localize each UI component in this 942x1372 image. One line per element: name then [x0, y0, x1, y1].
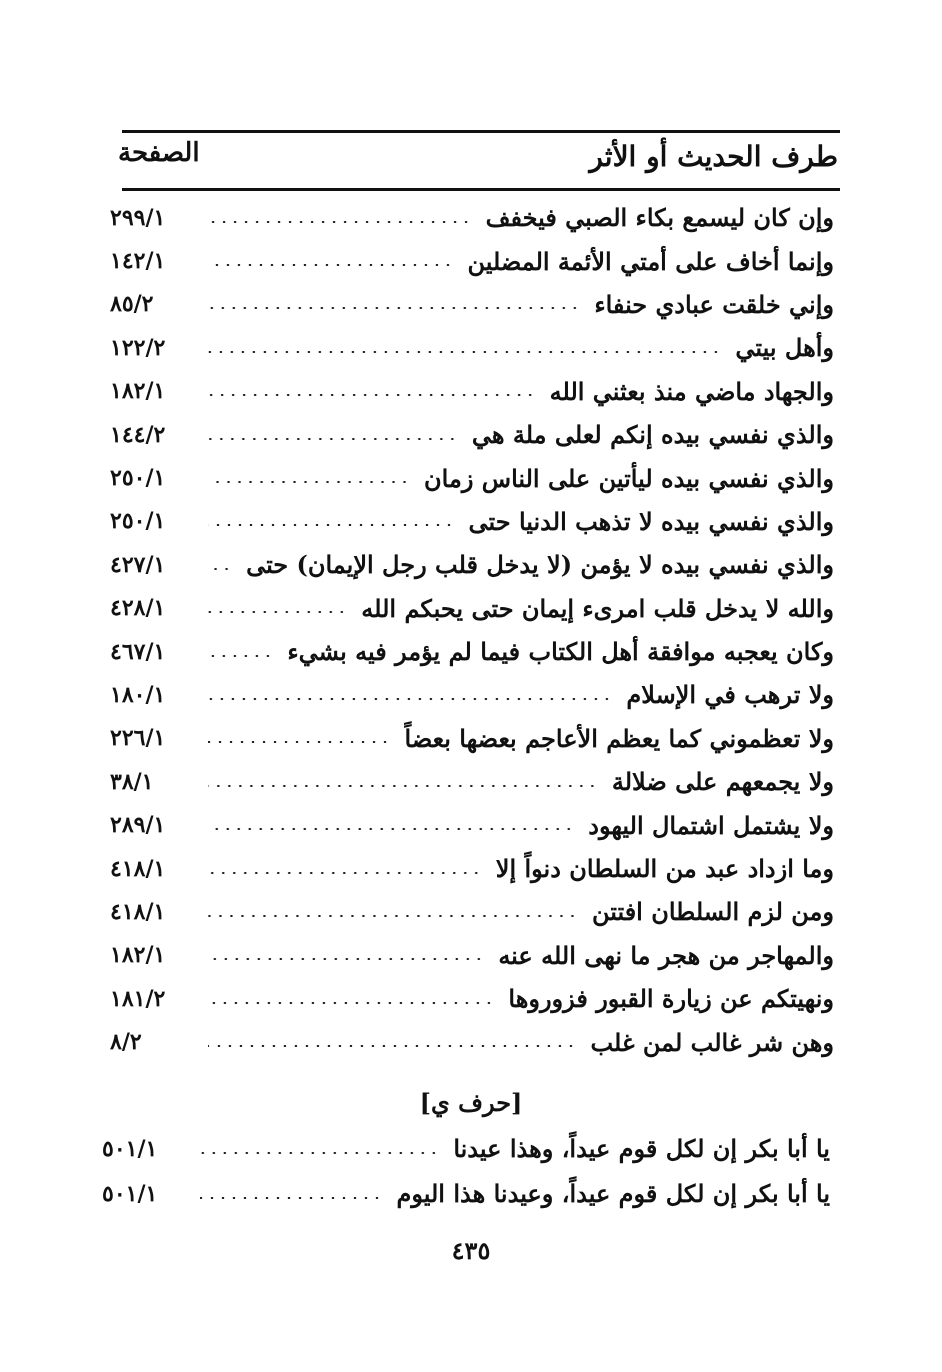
dot-leader — [208, 221, 472, 223]
entry-hadith-text: والذي نفسي بيده لا يؤمن (لا يدخل قلب رجل الإيمان) حتى — [246, 550, 834, 580]
index-entry — [108, 543, 834, 586]
entry-hadith-text: والذي نفسي بيده لا تذهب الدنيا حتى — [468, 506, 834, 536]
index-entry — [108, 890, 834, 933]
dot-leader — [208, 655, 273, 657]
index-entry — [108, 283, 834, 326]
entry-page-ref: ٤٢٧/١ — [110, 551, 166, 578]
header-top-rule — [122, 130, 840, 133]
dot-leader — [208, 698, 612, 700]
section-title-ya: [حرف ي] — [419, 1088, 523, 1117]
header-bottom-rule — [122, 188, 840, 191]
dot-leader — [208, 828, 574, 830]
entry-page-ref: ١٨٢/١ — [110, 942, 166, 969]
entry-page-ref: ١٢٢/٢ — [110, 334, 166, 361]
entry-page-ref: ٤١٨/١ — [110, 855, 166, 882]
entry-hadith-text: ولا يشتمل اشتمال اليهود — [588, 810, 834, 840]
entry-page-ref: ١٨١/٢ — [110, 985, 166, 1012]
dot-leader — [208, 1045, 576, 1047]
dot-leader — [208, 611, 347, 613]
entry-page-ref: ٥٠١/١ — [102, 1135, 158, 1162]
entry-hadith-text: وما ازداد عبد من السلطان دنواً إلا — [495, 854, 834, 884]
entry-hadith-text: ولا تعظموني كما يعظم الأعاجم بعضها بعضاً — [404, 723, 834, 753]
dot-leader — [208, 524, 455, 526]
entry-page-ref: ١٤٤/٢ — [110, 421, 166, 448]
page-number: ٤٣٥ — [451, 1236, 491, 1265]
entry-page-ref: ٢٩٩/١ — [110, 204, 166, 231]
index-entry — [108, 673, 834, 716]
dot-leader — [208, 958, 484, 960]
entry-hadith-text: ولا ترهب في الإسلام — [626, 680, 834, 710]
index-entry — [100, 1126, 830, 1171]
index-entry — [108, 326, 834, 369]
dot-leader — [208, 785, 598, 787]
index-entry — [108, 587, 834, 630]
entry-hadith-text: والذي نفسي بيده إنكم لعلى ملة هي — [471, 420, 834, 450]
entry-page-ref: ١٨٢/١ — [110, 378, 166, 405]
dot-leader — [200, 1197, 382, 1199]
dot-leader — [208, 872, 482, 874]
index-entry — [108, 760, 834, 803]
entry-page-ref: ٢٥٠/١ — [110, 465, 166, 492]
index-entries-list — [108, 196, 834, 1064]
dot-leader — [208, 568, 232, 570]
dot-leader — [208, 741, 391, 743]
entry-page-ref: ٣٨/١ — [110, 768, 154, 795]
entry-hadith-text: والجهاد ماضي منذ بعثني الله — [549, 376, 834, 406]
index-entry — [108, 456, 834, 499]
index-entry — [108, 977, 834, 1020]
entry-hadith-text: ومن لزم السلطان افتتن — [591, 897, 834, 927]
index-entry — [108, 803, 834, 846]
dot-leader — [208, 438, 458, 440]
index-entry — [108, 847, 834, 890]
dot-leader — [208, 351, 721, 353]
entry-hadith-text: وأهل بيتي — [735, 333, 834, 363]
entry-hadith-text: وإني خلقت عبادي حنفاء — [594, 289, 834, 319]
entry-hadith-text: وإنما أخاف على أمتي الأئمة المضلين — [467, 246, 834, 276]
entry-page-ref: ١٨٠/١ — [110, 681, 166, 708]
index-entry — [108, 630, 834, 673]
index-entry — [100, 1171, 830, 1216]
entry-page-ref: ٤٢٨/١ — [110, 595, 166, 622]
dot-leader — [208, 264, 453, 266]
entry-hadith-text: وإن كان ليسمع بكاء الصبي فيخفف — [485, 203, 834, 233]
entry-page-ref: ٨/٢ — [110, 1029, 142, 1056]
index-entry — [108, 717, 834, 760]
dot-leader — [208, 394, 536, 396]
entry-hadith-text: وكان يعجبه موافقة أهل الكتاب فيما لم يؤمر فيه بشيء — [287, 637, 834, 667]
entry-hadith-text: يا أبا بكر إن لكل قوم عيداً، وعيدنا هذا اليوم — [396, 1179, 830, 1208]
index-entry — [108, 370, 834, 413]
index-entry — [108, 500, 834, 543]
dot-leader — [208, 307, 580, 309]
entry-page-ref: ٤١٨/١ — [110, 898, 166, 925]
entry-page-ref: ٢٥٠/١ — [110, 508, 166, 535]
entry-page-ref: ٨٥/٢ — [110, 291, 154, 318]
entry-hadith-text: وهن شر غالب لمن غلب — [590, 1027, 834, 1057]
entry-page-ref: ١٤٢/١ — [110, 248, 166, 275]
entry-hadith-text: والذي نفسي بيده ليأتين على الناس زمان — [424, 463, 834, 493]
entry-hadith-text: ونهيتكم عن زيارة القبور فزوروها — [508, 984, 834, 1014]
index-entry — [108, 239, 834, 282]
entry-hadith-text: والله لا يدخل قلب امرىء إيمان حتى يحبكم الله — [361, 593, 834, 623]
entry-hadith-text: والمهاجر من هجر ما نهى الله عنه — [498, 940, 834, 970]
dot-leader — [208, 1002, 494, 1004]
index-entry — [108, 934, 834, 977]
entry-hadith-text: يا أبا بكر إن لكل قوم عيداً، وهذا عيدنا — [453, 1134, 830, 1163]
entry-page-ref: ٤٦٧/١ — [110, 638, 166, 665]
dot-leader — [208, 915, 578, 917]
entry-hadith-text: ولا يجمعهم على ضلالة — [611, 767, 834, 797]
column-header-page: الصفحة — [118, 138, 200, 168]
column-header-hadith: طرف الحديث أو الأثر — [589, 140, 838, 173]
entry-page-ref: ٥٠١/١ — [102, 1180, 158, 1207]
index-entry — [108, 413, 834, 456]
dot-leader — [208, 481, 410, 483]
entry-page-ref: ٢٢٦/١ — [110, 725, 166, 752]
dot-leader — [200, 1152, 439, 1154]
index-entry — [108, 196, 834, 239]
section-ya-entries-list — [100, 1126, 830, 1216]
index-entry — [108, 1020, 834, 1063]
entry-page-ref: ٢٨٩/١ — [110, 812, 166, 839]
